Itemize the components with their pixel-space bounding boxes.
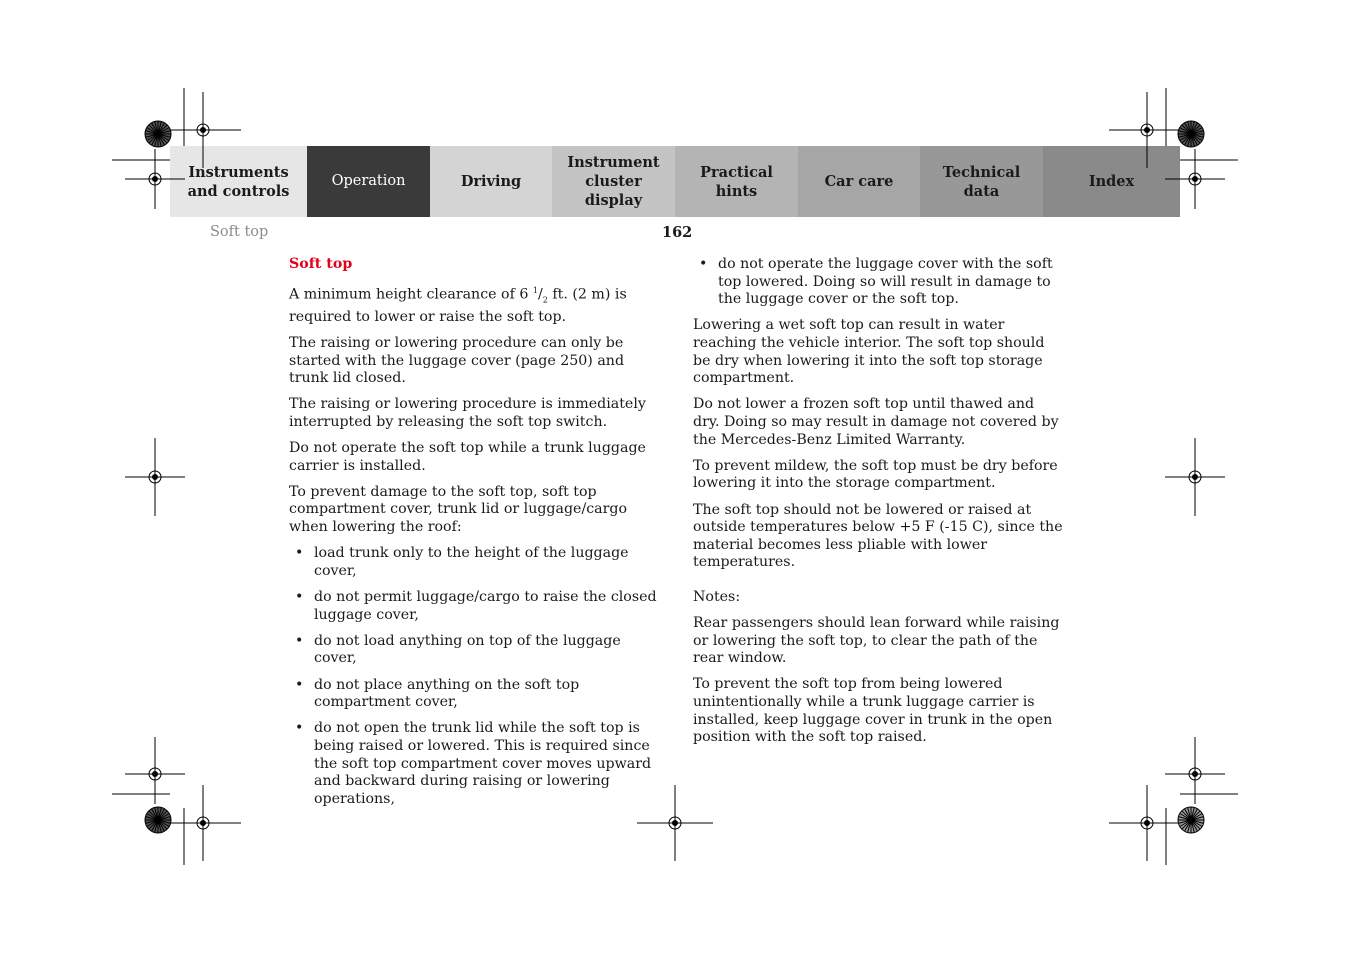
tab-practical-hints[interactable]: Practical hints	[675, 146, 798, 217]
list-item: • do not load anything on top of the luggage cover,	[289, 633, 661, 668]
tab-index[interactable]: Index	[1043, 146, 1180, 217]
paragraph: The raising or lowering procedure can only be started with the luggage cover (page 250) and trunk lid closed.	[289, 334, 625, 387]
paragraph: To prevent the soft top from being lowered unintentionally while a trunk luggage carrier is installed, keep luggage cover in trunk in the open position with the soft top raised.	[693, 676, 1053, 746]
paragraph: Do not operate the soft top while a trunk luggage carrier is installed.	[289, 440, 646, 474]
tab-instrument-cluster-display[interactable]: Instrument cluster display	[552, 146, 675, 217]
paragraph: The raising or lowering procedure is immediately interrupted by releasing the soft top switch.	[289, 396, 646, 430]
list-item: • do not operate the luggage cover with the soft top lowered. Doing so will result in damage to the luggage cover or the soft top.	[693, 256, 1065, 309]
tab-operation[interactable]: Operation	[307, 146, 430, 217]
notes-heading: Notes:	[693, 588, 741, 605]
paragraph: Lowering a wet soft top can result in water reaching the vehicle interior. The soft top should be dry when lowering it into the soft top storage compartment.	[693, 317, 1045, 387]
tab-car-care[interactable]: Car care	[798, 146, 920, 217]
list-item: • do not open the trunk lid while the soft top is being raised or lowered. This is required since the soft top compartment cover moves upward and backward during raising or lowering operations,	[289, 720, 661, 808]
tab-technical-data[interactable]: Technical data	[920, 146, 1043, 217]
section-title: Soft top	[289, 256, 353, 272]
list-item: • do not place anything on the soft top compartment cover,	[289, 677, 661, 712]
paragraph: To prevent mildew, the soft top must be dry before lowering it into the storage compartment.	[693, 457, 1058, 492]
paragraph: The soft top should not be lowered or raised at outside temperatures below +5 F (-15 C), since the material becomes less pliable with lower temperatures.	[693, 501, 1063, 571]
tab-driving[interactable]: Driving	[430, 146, 552, 217]
list-item: • do not permit luggage/cargo to raise the closed luggage cover,	[289, 589, 661, 624]
paragraph: Do not lower a frozen soft top until thawed and dry. Doing so may result in damage not covered by the Mercedes-Benz Limited Warranty.	[693, 396, 1059, 448]
tab-instruments-and-controls[interactable]: Instruments and controls	[170, 146, 307, 217]
running-header: Soft top	[210, 224, 269, 240]
list-item: • load trunk only to the height of the luggage cover,	[289, 545, 661, 580]
paragraph: To prevent damage to the soft top, soft top compartment cover, trunk lid or luggage/cargo when lowering the roof:	[289, 483, 628, 536]
paragraph: Rear passengers should lean forward while raising or lowering the soft top, to clear the path of the rear window.	[693, 615, 1060, 667]
paragraph-height-clearance: A minimum height clearance of 6 $^1/_2$ ft. (2 m) is required to lower or raise the soft top.	[289, 285, 627, 325]
page-number: 162	[662, 224, 693, 241]
